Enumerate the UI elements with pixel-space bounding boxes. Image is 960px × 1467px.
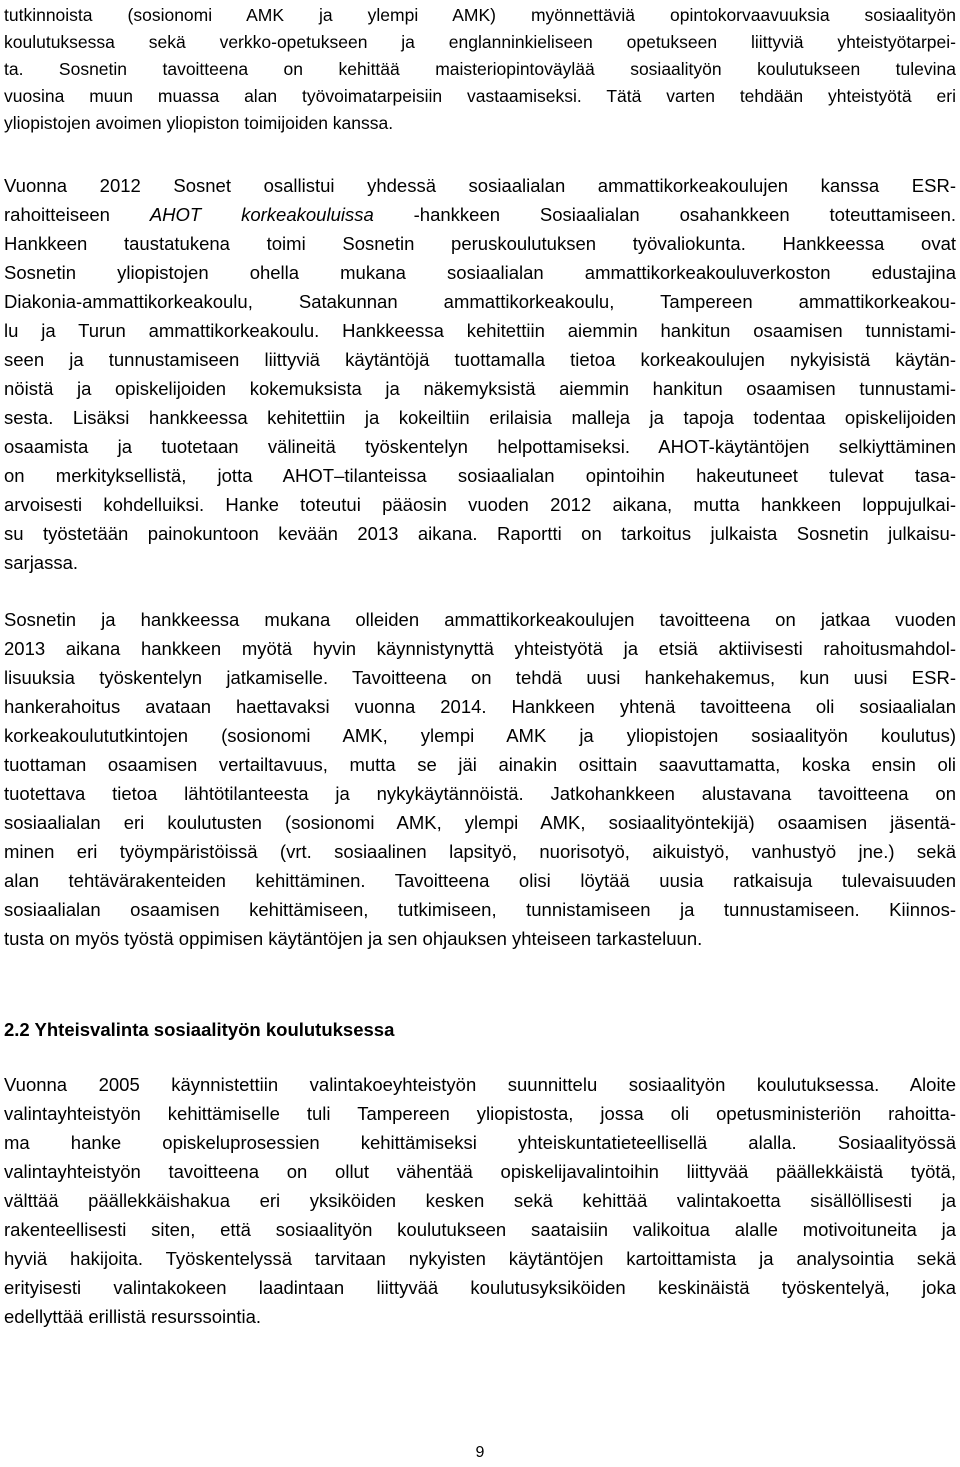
section-heading: 2.2 Yhteisvalinta sosiaalityön koulutuksessa xyxy=(4,1019,395,1040)
paragraph-4-line: ma hanke opiskeluprosessien kehittämiseksi yhteiskuntatieteellisellä alalla. Sosiaalityössä xyxy=(4,1132,956,1153)
paragraph-4-line: erityisesti valintakokeen laadintaan liittyvää koulutusyksiköiden keskinäistä työskentelyä, joka xyxy=(4,1277,956,1298)
paragraph-3-line: minen eri työympäristöissä (vrt. sosiaalinen lapsityö, nuorisotyö, aikuistyö, vanhustyö jne.) sekä xyxy=(4,841,956,862)
paragraph-2-line: Vuonna 2012 Sosnet osallistui yhdessä sosiaalialan ammattikorkeakoulujen kanssa ESR- xyxy=(4,175,956,196)
paragraph-3-line: korkeakoulututkintojen (sosionomi AMK, ylempi AMK ja yliopistojen sosiaalityön koulutus) xyxy=(4,725,956,746)
page-number: 9 xyxy=(475,1444,485,1461)
paragraph-3-line: sosiaalialan osaamisen kehittämiseen, tutkimiseen, tunnistamiseen ja tunnustamiseen. Kiinnos- xyxy=(4,899,956,920)
paragraph-2-line: on merkityksellistä, jotta AHOT–tilanteissa sosiaalialan opintoihin hakeutuneet tulevat tasa- xyxy=(4,465,956,486)
paragraph-2-line: arvoisesti kohdelluiksi. Hanke toteutui pääosin vuoden 2012 aikana, mutta hankkeen loppujulkai- xyxy=(4,494,956,515)
paragraph-4-line: rakenteellisesti siten, että sosiaalityön koulutukseen saataisiin valikoitua alalle motivoituneita ja xyxy=(4,1219,956,1240)
paragraph-3-line: tuotettava tietoa lähtötilanteesta ja nykykäytännöistä. Jatkohankkeen alustavana tavoitteena on xyxy=(4,783,956,804)
paragraph-3-line: Sosnetin ja hankkeessa mukana olleiden ammattikorkeakoulujen tavoitteena on jatkaa vuoden xyxy=(4,609,956,630)
paragraph-2-line: su työstetään painokuntoon kevään 2013 aikana. Raportti on tarkoitus julkaista Sosnetin julkaisu- xyxy=(4,523,956,544)
paragraph-4-line: välttää päällekkäishakua eri yksiköiden kesken sekä kehittää valintakoetta sisällöllisesti ja xyxy=(4,1190,956,1211)
paragraph-1-line: tutkinnoista (sosionomi AMK ja ylempi AMK) myönnettäviä opintokorvaavuuksia sosiaalityön xyxy=(4,5,956,25)
paragraph-2-line: Diakonia-ammattikorkeakoulu, Satakunnan ammattikorkeakoulu, Tampereen ammattikorkeakou- xyxy=(4,291,956,312)
paragraph-3-line: tuottaman osaamisen vertailtavuus, mutta se jäi ainakin osittain saavuttamatta, koska ensin oli xyxy=(4,754,956,775)
paragraph-4-line: Vuonna 2005 käynnistettiin valintakoeyhteistyön suunnittelu sosiaalityön koulutuksessa. Aloite xyxy=(4,1074,956,1095)
paragraph-2-line: Hankkeen taustatukena toimi Sosnetin peruskoulutuksen työvaliokunta. Hankkeessa ovat xyxy=(4,233,956,254)
paragraph-2-text: -hankkeen Sosiaalialan osahankkeen toteuttamiseen. xyxy=(373,204,957,225)
paragraph-2-line: nöistä ja opiskelijoiden kokemuksista ja näkemyksistä aiemmin hankitun osaamisen tunnustami- xyxy=(4,378,956,399)
project-name-italic: AHOT korkeakouluissa xyxy=(149,204,374,225)
paragraph-1-line: ta. Sosnetin tavoitteena on kehittää maisteriopintoväylää sosiaalityön koulutukseen tulevina xyxy=(4,59,956,79)
paragraph-2-line: Sosnetin yliopistojen ohella mukana sosiaalialan ammattikorkeakouluverkoston edustajina xyxy=(4,262,956,283)
paragraph-2-line: lu ja Turun ammattikorkeakoulu. Hankkeessa kehitettiin aiemmin hankitun osaamisen tunnistami- xyxy=(4,320,956,341)
paragraph-3-line: hankerahoitus avataan haettavaksi vuonna 2014. Hankkeen yhtenä tavoitteena oli sosiaalialan xyxy=(4,696,956,717)
paragraph-1-line: vuosina muun muassa alan työvoimatarpeisiin vastaamiseksi. Tätä varten tehdään yhteistyötä eri xyxy=(4,86,956,106)
paragraph-4-line: valintayhteistyön tavoitteena on ollut vähentää opiskelijavalintoihin liittyvää päällekkäistä työtä, xyxy=(4,1161,956,1182)
paragraph-2-line: osaamista ja tuotetaan välineitä työskentelyn helpottamiseksi. AHOT-käytäntöjen selkiyttäminen xyxy=(4,436,956,457)
paragraph-3-line: alan tehtävärakenteiden kehittäminen. Tavoitteena olisi löytää uusia ratkaisuja tulevaisuuden xyxy=(4,870,956,891)
paragraph-3-line: tusta on myös työstä oppimisen käytäntöjen ja sen ohjauksen yhteiseen tarkasteluun. xyxy=(4,928,703,949)
paragraph-4-line: valintayhteistyön kehittämiselle tuli Tampereen yliopistosta, jossa oli opetusministeriön rahoitta- xyxy=(4,1103,956,1124)
paragraph-2-line xyxy=(4,200,956,230)
paragraph-4-line: hyviä hakijoita. Työskentelyssä tarvitaan nykyisten käytäntöjen kartoittamista ja analysointia sekä xyxy=(4,1248,956,1269)
paragraph-3-line: sosiaalialan eri koulutusten (sosionomi AMK, ylempi AMK, sosiaalityöntekijä) osaamisen jäsentä- xyxy=(4,812,956,833)
paragraph-2-line: sarjassa. xyxy=(4,552,79,573)
paragraph-3-line: 2013 aikana hankkeen myötä hyvin käynnistynyttä yhteistyötä ja etsiä aktiivisesti rahoitusmahdol- xyxy=(4,638,956,659)
paragraph-4-line: edellyttää erillistä resurssointia. xyxy=(4,1306,262,1327)
paragraph-1-line: yliopistojen avoimen yliopiston toimijoiden kanssa. xyxy=(4,113,394,133)
paragraph-2-line: sesta. Lisäksi hankkeessa kehitettiin ja kokeiltiin erilaisia malleja ja tapoja todentaa opiskelijoiden xyxy=(4,407,956,428)
paragraph-2-text: rahoitteiseen xyxy=(4,204,150,225)
paragraph-2-line: seen ja tunnustamiseen liittyviä käytäntöjä tuottamalla tietoa korkeakoulujen nykyisistä käytän- xyxy=(4,349,956,370)
paragraph-3-line: lisuuksia työskentelyn jatkamiselle. Tavoitteena on tehdä uusi hankehakemus, kun uusi ESR- xyxy=(4,667,956,688)
paragraph-1-line: koulutuksessa sekä verkko-opetukseen ja englanninkieliseen opetukseen liittyviä yhteistyötarpei- xyxy=(4,32,956,52)
